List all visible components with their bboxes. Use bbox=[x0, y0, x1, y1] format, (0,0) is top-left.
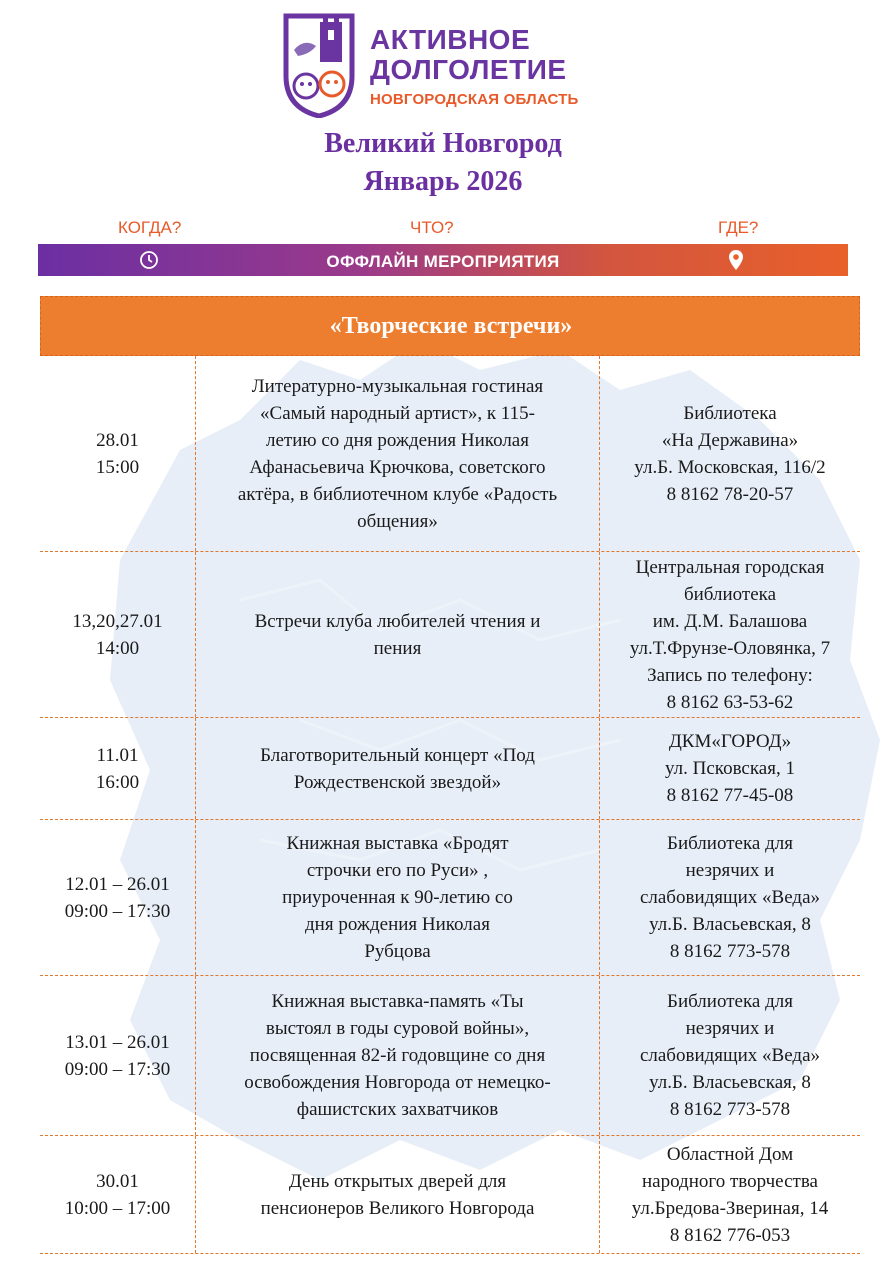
venue-line: слабовидящих «Веда» bbox=[639, 887, 821, 908]
table-row bbox=[40, 820, 860, 976]
event-when bbox=[40, 820, 195, 975]
event-title-line: освобождения Новгорода от немецко- bbox=[244, 1072, 551, 1093]
venue-line: «На Державина» bbox=[661, 429, 799, 451]
month-title: Январь 2026 bbox=[363, 166, 523, 197]
venue-line: Библиотека bbox=[683, 402, 777, 424]
event-when bbox=[40, 552, 195, 717]
venue-line: им. Д.М. Балашова bbox=[652, 610, 808, 632]
event-where bbox=[600, 552, 860, 717]
event-date: 28.01 bbox=[96, 429, 139, 451]
event-title-line: пения bbox=[373, 637, 422, 659]
event-where bbox=[600, 976, 860, 1135]
logo bbox=[280, 12, 620, 122]
event-what bbox=[195, 1136, 600, 1253]
section-header bbox=[40, 296, 860, 356]
event-where bbox=[600, 718, 860, 819]
venue-line: Библиотека для bbox=[667, 991, 793, 1012]
event-title-line: Рубцова bbox=[364, 941, 431, 962]
event-title-line: выстоял в годы суровой войны», bbox=[265, 1018, 530, 1039]
event-title-line: актёра, в библиотечном клубе «Радость bbox=[237, 483, 558, 505]
venue-address: ул.Б. Власьевская, 8 bbox=[649, 1072, 811, 1093]
event-when bbox=[40, 976, 195, 1135]
event-what bbox=[195, 718, 600, 819]
event-date: 11.01 bbox=[96, 744, 139, 766]
event-title-line: «Самый народный артист», к 115- bbox=[260, 402, 535, 424]
event-time: 09:00 – 17:30 bbox=[64, 1058, 171, 1080]
table-row bbox=[40, 552, 860, 718]
event-what bbox=[195, 976, 600, 1135]
venue-phone: 8 8162 773-578 bbox=[669, 1099, 791, 1120]
venue-line: слабовидящих «Веда» bbox=[639, 1045, 821, 1066]
venue-line: библиотека bbox=[683, 583, 777, 605]
event-what bbox=[195, 356, 600, 551]
question-where: ГДЕ? bbox=[718, 218, 759, 237]
venue-phone: 8 8162 776-053 bbox=[669, 1224, 791, 1246]
event-time: 10:00 – 17:00 bbox=[64, 1197, 171, 1219]
event-title-line: День открытых дверей для bbox=[288, 1170, 507, 1192]
venue-line: незрячих и bbox=[685, 1018, 775, 1039]
event-title-line: пенсионеров Великого Новгорода bbox=[260, 1197, 535, 1219]
table-row bbox=[40, 356, 860, 552]
event-what bbox=[195, 820, 600, 975]
event-date: 30.01 bbox=[96, 1170, 139, 1192]
location-pin-icon bbox=[728, 249, 744, 271]
venue-phone: 8 8162 773-578 bbox=[669, 941, 791, 962]
event-title-line: общения» bbox=[357, 510, 438, 532]
logo-line-1: АКТИВНОЕ bbox=[370, 24, 531, 55]
venue-line: Областной Дом bbox=[666, 1143, 794, 1165]
venue-line: незрячих и bbox=[685, 860, 775, 881]
event-title-line: приуроченная к 90-летию со bbox=[282, 887, 513, 908]
event-date: 12.01 – 26.01 bbox=[65, 873, 170, 895]
venue-phone: 8 8162 77-45-08 bbox=[666, 785, 794, 806]
event-title-line: строчки его по Руси» , bbox=[306, 860, 489, 881]
event-title-line: Благотворительный концерт «Под bbox=[260, 744, 535, 766]
event-title-line: дня рождения Николая bbox=[305, 914, 490, 935]
venue-address: ул.Б. Московская, 116/2 bbox=[634, 456, 826, 478]
venue-address: ул.Б. Власьевская, 8 bbox=[649, 914, 811, 935]
logo-line-3: НОВГОРОДСКАЯ ОБЛАСТЬ bbox=[370, 91, 579, 108]
event-title-line: летию со дня рождения Николая bbox=[266, 429, 529, 451]
table-row bbox=[40, 718, 860, 820]
table-row bbox=[40, 976, 860, 1136]
venue-address: ул. Псковская, 1 bbox=[665, 758, 795, 779]
event-title-line: посвященная 82-й годовщине со дня bbox=[249, 1045, 546, 1066]
banner-title: ОФФЛАЙН МЕРОПРИЯТИЯ bbox=[326, 252, 560, 271]
event-title-line: Книжная выставка-память «Ты bbox=[271, 991, 524, 1012]
city-title: Великий Новгород bbox=[324, 128, 562, 159]
event-when bbox=[40, 356, 195, 551]
event-what bbox=[195, 552, 600, 717]
events-table bbox=[40, 356, 860, 1254]
question-when: КОГДА? bbox=[118, 218, 182, 237]
venue-line: Библиотека для bbox=[667, 833, 793, 854]
venue-phone: 8 8162 78-20-57 bbox=[666, 483, 794, 505]
section-title: «Творческие встречи» bbox=[329, 313, 573, 339]
event-where bbox=[600, 356, 860, 551]
event-where bbox=[600, 1136, 860, 1253]
event-where bbox=[600, 820, 860, 975]
event-title-line: Афанасьевича Крючкова, советского bbox=[249, 456, 546, 478]
event-date: 13.01 – 26.01 bbox=[65, 1031, 170, 1053]
event-title-line: Рождественской звездой» bbox=[293, 771, 502, 793]
logo-line-2: ДОЛГОЛЕТИЕ bbox=[370, 54, 567, 85]
venue-note: Запись по телефону: bbox=[647, 664, 813, 686]
event-title-line: фашистских захватчиков bbox=[296, 1099, 499, 1120]
question-what: ЧТО? bbox=[410, 218, 454, 237]
event-title-line: Литературно-музыкальная гостиная bbox=[251, 375, 544, 397]
offline-events-banner bbox=[38, 244, 848, 276]
event-time: 15:00 bbox=[95, 456, 140, 478]
event-when bbox=[40, 1136, 195, 1253]
event-date: 13,20,27.01 bbox=[72, 610, 163, 632]
event-title-line: Книжная выставка «Бродят bbox=[286, 833, 509, 854]
venue-line: Центральная городская bbox=[635, 556, 825, 578]
event-time: 16:00 bbox=[95, 771, 140, 793]
event-title-line: Встречи клуба любителей чтения и bbox=[254, 610, 541, 632]
event-time: 09:00 – 17:30 bbox=[64, 900, 171, 922]
venue-phone: 8 8162 63-53-62 bbox=[666, 691, 794, 713]
venue-line: народного творчества bbox=[642, 1170, 818, 1192]
venue-address: ул.Т.Фрунзе-Оловянка, 7 bbox=[629, 637, 831, 659]
event-when bbox=[40, 718, 195, 819]
logo-text bbox=[370, 26, 579, 107]
logo-emblem-icon bbox=[280, 12, 358, 118]
table-row bbox=[40, 1136, 860, 1254]
event-time: 14:00 bbox=[95, 637, 140, 659]
venue-address: ул.Бредова-Звериная, 14 bbox=[631, 1197, 829, 1219]
venue-line: ДКМ«ГОРОД» bbox=[668, 731, 792, 752]
